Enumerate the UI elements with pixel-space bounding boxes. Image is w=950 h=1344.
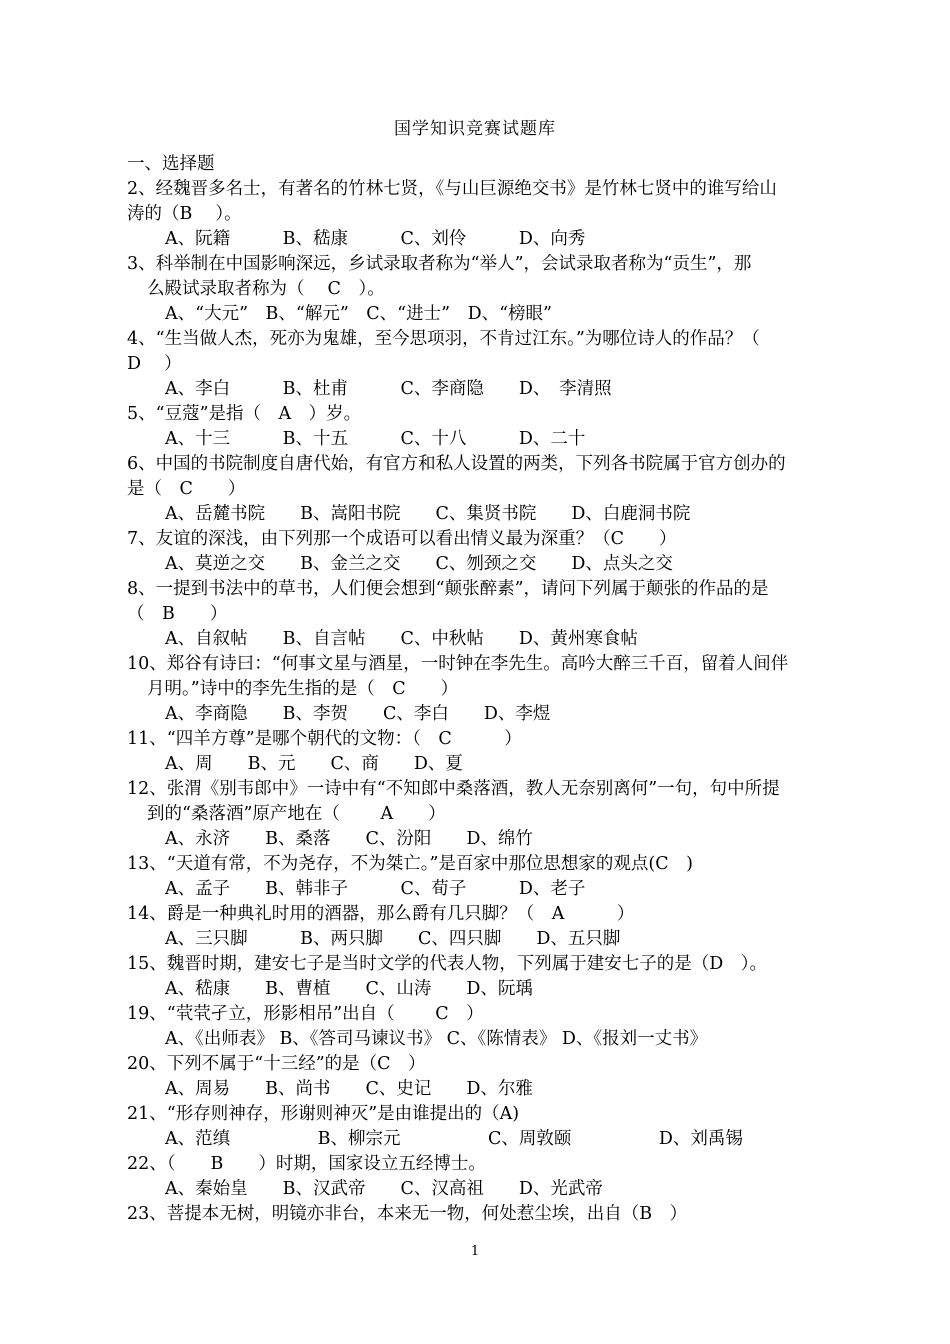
question-item bbox=[127, 1052, 847, 1102]
answer-options: A、莫逆之交 B、金兰之交 C、刎颈之交 D、点头之交 bbox=[165, 554, 673, 574]
question-item bbox=[127, 1202, 847, 1227]
question-text: 13、“天道有常，不为尧存，不为桀亡。”是百家中那位思想家的观点(C ) bbox=[127, 854, 693, 874]
question-text: 19、“茕茕孑立，形影相吊”出自（ C ） bbox=[127, 1004, 484, 1024]
question-text: 15、魏晋时期，建安七子是当时文学的代表人物，下列属于建安七子的是（D ）。 bbox=[127, 954, 768, 974]
question-text-continued: 涛的（B ）。 bbox=[127, 204, 242, 224]
question-item bbox=[127, 777, 847, 852]
question-text: 2、经魏晋多名士，有著名的竹林七贤，《与山巨源绝交书》是竹林七贤中的谁写给山 bbox=[127, 179, 777, 199]
question-text: 8、一提到书法中的草书，人们便会想到“颠张醉素”，请问下列属于颠张的作品的是 bbox=[127, 579, 769, 599]
question-item bbox=[127, 327, 847, 402]
question-item bbox=[127, 852, 847, 902]
answer-options: A、永济 B、桑落 C、汾阳 D、绵竹 bbox=[165, 829, 533, 849]
question-text: 5、“豆蔻”是指（ A ）岁。 bbox=[127, 404, 362, 424]
answer-options: A、周 B、元 C、商 D、夏 bbox=[165, 754, 463, 774]
answer-options: A、李白 B、杜甫 C、李商隐 D、 李清照 bbox=[165, 379, 612, 399]
question-list bbox=[127, 152, 847, 1227]
question-item bbox=[127, 1152, 847, 1202]
question-text: 11、“四羊方尊”是哪个朝代的文物：（ C ） bbox=[127, 729, 522, 749]
answer-options: A、范缜 B、柳宗元 C、周敦颐 D、刘禹锡 bbox=[165, 1129, 743, 1149]
page-number: 1 bbox=[470, 1244, 480, 1259]
answer-options: A、嵇康 B、曹植 C、山涛 D、阮瑀 bbox=[165, 979, 533, 999]
question-item bbox=[127, 452, 847, 527]
question-item bbox=[127, 1002, 847, 1052]
question-item bbox=[127, 402, 847, 452]
question-text: 6、中国的书院制度自唐代始，有官方和私人设置的两类，下列各书院属于官方创办的 bbox=[127, 454, 786, 474]
question-text-continued: D ） bbox=[127, 354, 182, 374]
question-text: 20、下列不属于“十三经”的是（C ） bbox=[127, 1054, 426, 1074]
question-text-continued: 月明。”诗中的李先生指的是（ C ） bbox=[147, 679, 459, 699]
question-text: 14、爵是一种典礼时用的酒器，那么爵有几只脚？（ A ） bbox=[127, 904, 635, 924]
answer-options: A、自叙帖 B、自言帖 C、中秋帖 D、黄州寒食帖 bbox=[165, 629, 638, 649]
section-heading: 一、选择题 bbox=[127, 154, 215, 174]
question-text-continued: 么殿试录取者称为（ C ）。 bbox=[147, 279, 385, 299]
question-text: 21、“形存则神存，形谢则神灭”是由谁提出的（A) bbox=[127, 1104, 520, 1124]
page-title: 国学知识竞赛试题库 bbox=[394, 119, 556, 139]
answer-options: A、秦始皇 B、汉武帝 C、汉高祖 D、光武帝 bbox=[165, 1179, 603, 1199]
answer-options: A、岳麓书院 B、嵩阳书院 C、集贤书院 D、白鹿洞书院 bbox=[165, 504, 691, 524]
question-item bbox=[127, 577, 847, 652]
question-text: 7、友谊的深浅，由下列那一个成语可以看出情义最为深重？（C ） bbox=[127, 529, 677, 549]
question-text: 3、科举制在中国影响深远，乡试录取者称为“举人”，会试录取者称为“贡生”，那 bbox=[127, 254, 752, 274]
answer-options: A、李商隐 B、李贺 C、李白 D、李煜 bbox=[165, 704, 551, 724]
question-item bbox=[127, 652, 847, 727]
question-item bbox=[127, 727, 847, 777]
question-text: 23、菩提本无树，明镜亦非台，本来无一物，何处惹尘埃，出自（B ） bbox=[127, 1204, 688, 1224]
question-text-continued: 到的“桑落酒”原产地在（ A ） bbox=[147, 804, 446, 824]
question-item bbox=[127, 252, 847, 327]
answer-options: A、三只脚 B、两只脚 C、四只脚 D、五只脚 bbox=[165, 929, 621, 949]
question-text: 22、（ B ）时期，国家设立五经博士。 bbox=[127, 1154, 486, 1174]
question-text: 10、郑谷有诗曰：“何事文星与酒星，一时钟在李先生。高吟大醉三千百，留着人间伴 bbox=[127, 654, 789, 674]
question-text-continued: 是（ C ） bbox=[127, 479, 246, 499]
question-item bbox=[127, 1102, 847, 1152]
question-item bbox=[127, 177, 847, 252]
question-item bbox=[127, 902, 847, 952]
answer-options: A、阮籍 B、嵇康 C、刘伶 D、向秀 bbox=[165, 229, 586, 249]
question-item bbox=[127, 952, 847, 1002]
question-text: 12、张渭《别韦郎中》一诗中有“不知郎中桑落酒，教人无奈别离何”一句，句中所提 bbox=[127, 779, 780, 799]
question-item bbox=[127, 527, 847, 577]
question-text-continued: （ B ） bbox=[127, 604, 228, 624]
answer-options: A、十三 B、十五 C、十八 D、二十 bbox=[165, 429, 586, 449]
answer-options: A、周易 B、尚书 C、史记 D、尔雅 bbox=[165, 1079, 533, 1099]
answer-options: A、“大元” B、“解元” C、“进士” D、“榜眼” bbox=[165, 304, 552, 324]
answer-options: A、《出师表》 B、《答司马谏议书》 C、《陈情表》 D、《报刘一丈书》 bbox=[165, 1029, 708, 1049]
answer-options: A、孟子 B、韩非子 C、荀子 D、老子 bbox=[165, 879, 586, 899]
question-text: 4、“生当做人杰，死亦为鬼雄，至今思项羽，不肯过江东。”为哪位诗人的作品？（ bbox=[127, 329, 760, 349]
